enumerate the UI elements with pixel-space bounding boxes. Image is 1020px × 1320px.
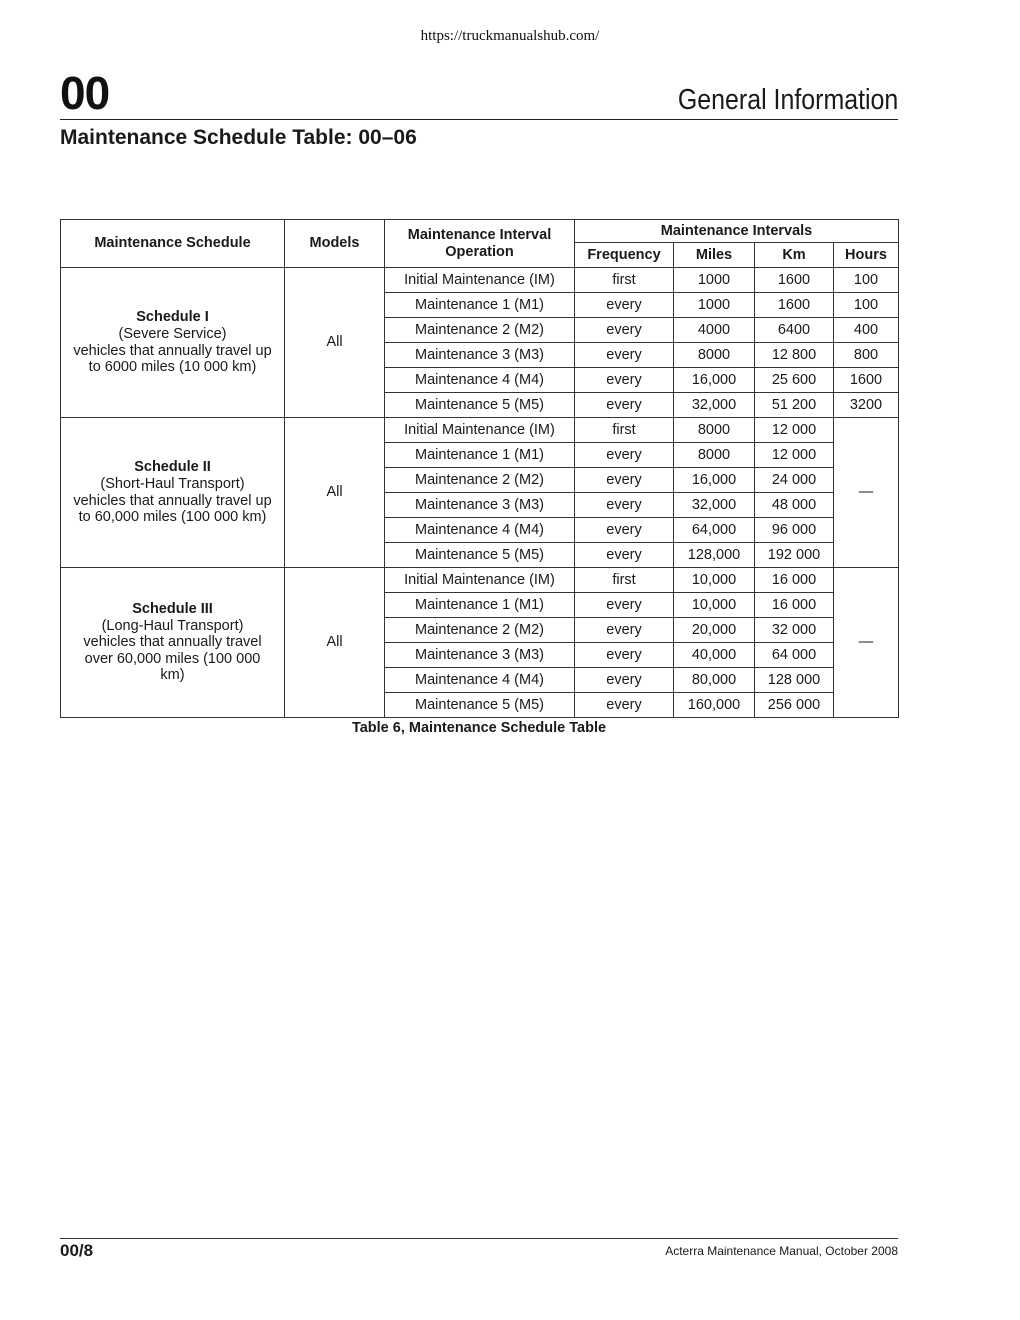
models-cell: All [285,268,385,418]
section-title: General Information [677,84,898,116]
miles-cell: 1000 [674,268,755,293]
km-cell: 192 000 [755,543,834,568]
schedule-description: vehicles that annually travel up [73,492,272,509]
header-models: Models [285,220,385,268]
frequency-cell: every [575,368,674,393]
frequency-cell: every [575,618,674,643]
miles-cell: 10,000 [674,593,755,618]
table-row [61,268,899,293]
header-maintenance-intervals: Maintenance Intervals [575,220,899,243]
km-cell: 12 000 [755,443,834,468]
operation-cell: Initial Maintenance (IM) [385,568,575,593]
km-cell: 1600 [755,268,834,293]
frequency-cell: every [575,293,674,318]
km-cell: 6400 [755,318,834,343]
header-operation [385,220,575,268]
miles-cell: 8000 [674,343,755,368]
frequency-cell: every [575,518,674,543]
chapter-number: 00 [60,67,110,119]
footer-rule [60,1238,898,1239]
manual-info: Acterra Maintenance Manual, October 2008 [665,1244,898,1258]
schedule-description: km) [160,667,185,684]
operation-cell: Maintenance 3 (M3) [385,343,575,368]
km-cell: 24 000 [755,468,834,493]
operation-cell: Maintenance 2 (M2) [385,618,575,643]
miles-cell: 4000 [674,318,755,343]
schedule-description: to 60,000 miles (100 000 km) [78,509,267,526]
schedule-cell [61,568,285,718]
miles-cell: 20,000 [674,618,755,643]
operation-cell: Maintenance 5 (M5) [385,393,575,418]
schedule-description: to 6000 miles (10 000 km) [88,359,257,376]
models-cell: All [285,418,385,568]
miles-cell: 40,000 [674,643,755,668]
hours-cell: 800 [834,343,899,368]
miles-cell: 80,000 [674,668,755,693]
miles-cell: 128,000 [674,543,755,568]
miles-cell: 160,000 [674,693,755,718]
operation-cell: Maintenance 4 (M4) [385,518,575,543]
km-cell: 51 200 [755,393,834,418]
schedule-name: Schedule II [134,459,211,476]
operation-cell: Initial Maintenance (IM) [385,418,575,443]
header-maintenance-schedule: Maintenance Schedule [61,220,285,268]
operation-cell: Maintenance 2 (M2) [385,468,575,493]
schedule-description: over 60,000 miles (100 000 [84,650,261,667]
frequency-cell: every [575,693,674,718]
km-cell: 128 000 [755,668,834,693]
header-km: Km [755,243,834,268]
hours-cell: 1600 [834,368,899,393]
km-cell: 16 000 [755,593,834,618]
header-hours: Hours [834,243,899,268]
frequency-cell: every [575,668,674,693]
schedule-cell [61,268,285,418]
table-caption: Table 6, Maintenance Schedule Table [351,720,607,736]
page-number: 00/8 [60,1241,94,1260]
km-cell: 25 600 [755,368,834,393]
miles-cell: 8000 [674,418,755,443]
frequency-cell: every [575,493,674,518]
miles-cell: 64,000 [674,518,755,543]
operation-cell: Initial Maintenance (IM) [385,268,575,293]
operation-cell: Maintenance 5 (M5) [385,693,575,718]
frequency-cell: every [575,593,674,618]
models-cell: All [285,568,385,718]
frequency-cell: first [575,268,674,293]
schedule-name: Schedule III [132,601,213,618]
km-cell: 96 000 [755,518,834,543]
header-miles: Miles [674,243,755,268]
miles-cell: 16,000 [674,468,755,493]
frequency-cell: every [575,468,674,493]
header-frequency: Frequency [575,243,674,268]
frequency-cell: first [575,568,674,593]
hours-cell: 100 [834,293,899,318]
page-title: Maintenance Schedule Table: 00–06 [60,126,417,149]
km-cell: 32 000 [755,618,834,643]
operation-cell: Maintenance 4 (M4) [385,368,575,393]
table-row [61,418,899,443]
miles-cell: 32,000 [674,493,755,518]
schedule-description: vehicles that annually travel [83,634,262,651]
frequency-cell: first [575,418,674,443]
miles-cell: 16,000 [674,368,755,393]
km-cell: 48 000 [755,493,834,518]
km-cell: 64 000 [755,643,834,668]
km-cell: 1600 [755,293,834,318]
frequency-cell: every [575,393,674,418]
hours-cell: 3200 [834,393,899,418]
schedule-description: (Severe Service) [118,325,227,342]
schedule-cell [61,418,285,568]
schedule-description: (Long-Haul Transport) [101,617,244,634]
frequency-cell: every [575,343,674,368]
operation-cell: Maintenance 3 (M3) [385,643,575,668]
km-cell: 12 800 [755,343,834,368]
header-operation-line2: Operation [445,243,514,260]
table-row [61,568,899,593]
hours-cell: 100 [834,268,899,293]
miles-cell: 8000 [674,443,755,468]
km-cell: 256 000 [755,693,834,718]
schedule-name: Schedule I [136,309,209,326]
frequency-cell: every [575,543,674,568]
header-rule [60,119,898,120]
table-body [61,268,899,718]
schedule-description: (Short-Haul Transport) [100,475,245,492]
operation-cell: Maintenance 1 (M1) [385,443,575,468]
frequency-cell: every [575,318,674,343]
miles-cell: 32,000 [674,393,755,418]
header-operation-line1: Maintenance Interval [407,226,552,243]
operation-cell: Maintenance 3 (M3) [385,493,575,518]
operation-cell: Maintenance 5 (M5) [385,543,575,568]
operation-cell: Maintenance 1 (M1) [385,293,575,318]
operation-cell: Maintenance 1 (M1) [385,593,575,618]
hours-cell: — [834,568,899,718]
miles-cell: 1000 [674,293,755,318]
operation-cell: Maintenance 2 (M2) [385,318,575,343]
frequency-cell: every [575,643,674,668]
km-cell: 16 000 [755,568,834,593]
frequency-cell: every [575,443,674,468]
operation-cell: Maintenance 4 (M4) [385,668,575,693]
source-url[interactable]: https://truckmanualshub.com/ [420,28,600,44]
hours-cell: — [834,418,899,568]
hours-cell: 400 [834,318,899,343]
miles-cell: 10,000 [674,568,755,593]
schedule-description: vehicles that annually travel up [73,342,272,359]
maintenance-schedule-table [60,219,899,718]
km-cell: 12 000 [755,418,834,443]
